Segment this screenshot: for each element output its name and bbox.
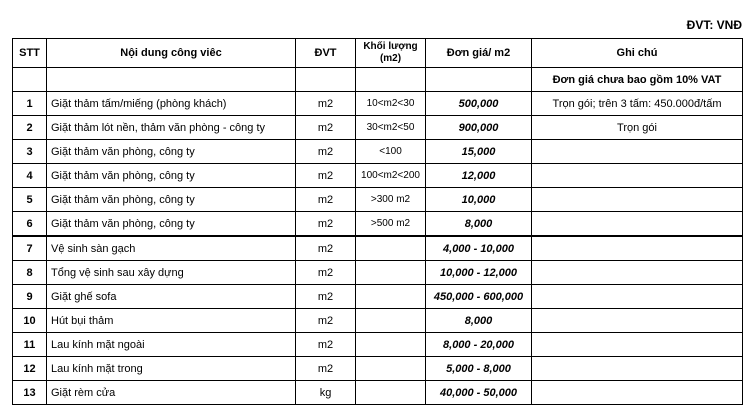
row-note bbox=[532, 212, 743, 237]
row-unit-price: 500,000 bbox=[426, 92, 532, 116]
row-quantity bbox=[356, 261, 426, 285]
row-content: Vệ sinh sàn gạch bbox=[47, 236, 296, 261]
row-content: Giặt thảm văn phòng, công ty bbox=[47, 212, 296, 237]
row-note bbox=[532, 261, 743, 285]
row-unit-price: 8,000 bbox=[426, 309, 532, 333]
row-unit-price: 15,000 bbox=[426, 140, 532, 164]
row-content: Tổng vệ sinh sau xây dựng bbox=[47, 261, 296, 285]
row-stt: 8 bbox=[13, 261, 47, 285]
row-content: Hút bụi thảm bbox=[47, 309, 296, 333]
row-unit: m2 bbox=[296, 261, 356, 285]
row-quantity bbox=[356, 381, 426, 405]
table-row bbox=[13, 357, 743, 381]
row-note bbox=[532, 164, 743, 188]
row-content: Giặt thảm văn phòng, công ty bbox=[47, 188, 296, 212]
vat-note: Đơn giá chưa bao gồm 10% VAT bbox=[532, 68, 743, 92]
row-stt: 9 bbox=[13, 285, 47, 309]
row-quantity: 100<m2<200 bbox=[356, 164, 426, 188]
row-note bbox=[532, 140, 743, 164]
header-quantity-line1: Khối lượng bbox=[363, 41, 418, 52]
row-stt: 3 bbox=[13, 140, 47, 164]
row-note bbox=[532, 333, 743, 357]
intro-row bbox=[13, 68, 743, 92]
table-row bbox=[13, 212, 743, 237]
row-unit: m2 bbox=[296, 140, 356, 164]
table-row bbox=[13, 236, 743, 261]
row-unit: m2 bbox=[296, 116, 356, 140]
row-note bbox=[532, 188, 743, 212]
table-row bbox=[13, 140, 743, 164]
row-stt: 1 bbox=[13, 92, 47, 116]
row-note bbox=[532, 381, 743, 405]
row-stt: 6 bbox=[13, 212, 47, 237]
row-content: Giặt thảm tấm/miếng (phòng khách) bbox=[47, 92, 296, 116]
table-row bbox=[13, 116, 743, 140]
row-quantity: 10<m2<30 bbox=[356, 92, 426, 116]
row-content: Giặt thảm văn phòng, công ty bbox=[47, 140, 296, 164]
row-stt: 13 bbox=[13, 381, 47, 405]
row-unit-price: 5,000 - 8,000 bbox=[426, 357, 532, 381]
table-row bbox=[13, 92, 743, 116]
table-header-row bbox=[13, 39, 743, 68]
row-quantity: <100 bbox=[356, 140, 426, 164]
row-unit-price: 12,000 bbox=[426, 164, 532, 188]
row-quantity: 30<m2<50 bbox=[356, 116, 426, 140]
row-unit: m2 bbox=[296, 309, 356, 333]
row-note bbox=[532, 236, 743, 261]
row-content: Lau kính mặt ngoài bbox=[47, 333, 296, 357]
price-table bbox=[12, 38, 743, 405]
table-row bbox=[13, 164, 743, 188]
row-unit-price: 900,000 bbox=[426, 116, 532, 140]
row-unit: m2 bbox=[296, 212, 356, 237]
table-row bbox=[13, 309, 743, 333]
row-unit-price: 4,000 - 10,000 bbox=[426, 236, 532, 261]
row-unit: m2 bbox=[296, 164, 356, 188]
row-note bbox=[532, 285, 743, 309]
header-unit-price: Đơn giá/ m2 bbox=[426, 39, 532, 68]
row-unit: m2 bbox=[296, 188, 356, 212]
row-unit: kg bbox=[296, 381, 356, 405]
row-unit: m2 bbox=[296, 92, 356, 116]
row-unit-price: 40,000 - 50,000 bbox=[426, 381, 532, 405]
header-quantity bbox=[356, 39, 426, 68]
row-stt: 4 bbox=[13, 164, 47, 188]
currency-unit-note: ĐVT: VNĐ bbox=[686, 18, 742, 32]
row-content: Lau kính mặt trong bbox=[47, 357, 296, 381]
table-row bbox=[13, 285, 743, 309]
header-content: Nội dung công viêc bbox=[47, 39, 296, 68]
header-stt: STT bbox=[13, 39, 47, 68]
row-quantity: >500 m2 bbox=[356, 212, 426, 237]
row-unit-price: 10,000 bbox=[426, 188, 532, 212]
row-unit-price: 450,000 - 600,000 bbox=[426, 285, 532, 309]
row-content: Giặt thảm lót nền, thảm văn phòng - công ty bbox=[47, 116, 296, 140]
row-quantity bbox=[356, 285, 426, 309]
row-stt: 7 bbox=[13, 236, 47, 261]
row-stt: 12 bbox=[13, 357, 47, 381]
row-unit: m2 bbox=[296, 357, 356, 381]
row-unit: m2 bbox=[296, 333, 356, 357]
row-quantity bbox=[356, 309, 426, 333]
row-content: Giặt ghế sofa bbox=[47, 285, 296, 309]
row-unit-price: 10,000 - 12,000 bbox=[426, 261, 532, 285]
header-quantity-line2: (m2) bbox=[379, 53, 402, 64]
row-note: Trọn gói bbox=[532, 116, 743, 140]
row-stt: 5 bbox=[13, 188, 47, 212]
row-unit: m2 bbox=[296, 236, 356, 261]
table-row bbox=[13, 188, 743, 212]
table-row bbox=[13, 381, 743, 405]
header-note: Ghi chú bbox=[532, 39, 743, 68]
table-row bbox=[13, 333, 743, 357]
row-note: Trọn gói; trên 3 tấm: 450.000đ/tấm bbox=[532, 92, 743, 116]
row-quantity bbox=[356, 357, 426, 381]
row-quantity bbox=[356, 333, 426, 357]
row-unit-price: 8,000 bbox=[426, 212, 532, 237]
row-stt: 11 bbox=[13, 333, 47, 357]
row-quantity bbox=[356, 236, 426, 261]
row-unit-price: 8,000 - 20,000 bbox=[426, 333, 532, 357]
row-stt: 2 bbox=[13, 116, 47, 140]
row-content: Giặt thảm văn phòng, công ty bbox=[47, 164, 296, 188]
row-note bbox=[532, 357, 743, 381]
row-content: Giặt rèm cửa bbox=[47, 381, 296, 405]
row-stt: 10 bbox=[13, 309, 47, 333]
row-note bbox=[532, 309, 743, 333]
row-unit: m2 bbox=[296, 285, 356, 309]
table-row bbox=[13, 261, 743, 285]
header-unit: ĐVT bbox=[296, 39, 356, 68]
row-quantity: >300 m2 bbox=[356, 188, 426, 212]
